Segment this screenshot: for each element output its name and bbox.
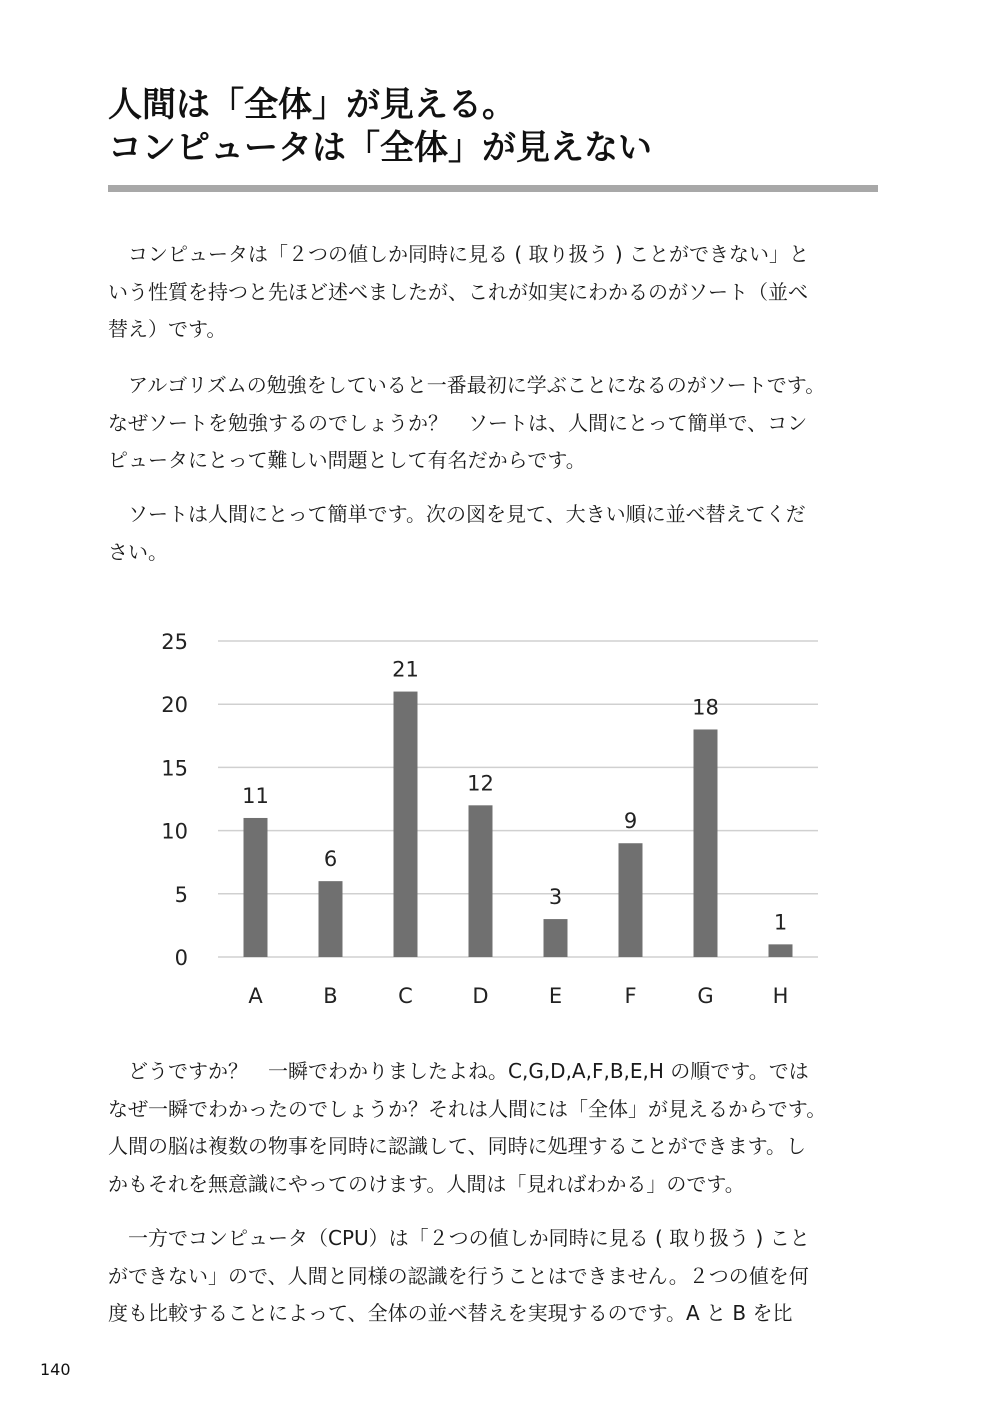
bar-D <box>469 805 493 957</box>
y-tick-label: 25 <box>161 630 188 654</box>
text-line: ソートは人間にとって簡単です。次の図を見て、大きい順に並べ替えてくだ <box>108 502 806 526</box>
paragraph-2 <box>108 367 898 480</box>
data-label: 3 <box>548 885 563 910</box>
x-tick-label: E <box>548 984 563 1008</box>
data-label: 6 <box>323 847 338 872</box>
bar-F <box>619 843 643 957</box>
page-title <box>108 84 888 170</box>
text-line: アルゴリズムの勉強をしていると一番最初に学ぶことになるのがソートです。 <box>108 373 826 397</box>
data-label: 18 <box>692 695 719 720</box>
paragraph-5 <box>108 1220 898 1333</box>
paragraph-1 <box>108 236 898 349</box>
text-line: 替え）です。 <box>108 317 227 341</box>
x-tick-label: B <box>323 984 338 1008</box>
x-tick-label: D <box>472 984 489 1008</box>
text-line: ができない」ので、人間と同様の認識を行うことはできません。２つの値を何 <box>108 1263 809 1288</box>
y-tick-label: 15 <box>161 756 188 781</box>
text-line: 一方でコンピュータ（CPU）は「２つの値しか同時に見る ( 取り扱う ) こと <box>108 1226 810 1250</box>
y-tick-label: 20 <box>161 693 188 718</box>
bar-E <box>544 919 568 957</box>
text-line: 度も比較することによって、全体の並べ替えを実現するのです。A と B を比 <box>108 1301 793 1325</box>
data-label: 21 <box>392 657 419 682</box>
bar-C <box>394 692 418 957</box>
x-tick-label: F <box>624 984 637 1008</box>
text-line: さい。 <box>108 539 168 564</box>
x-tick-label: A <box>248 984 263 1008</box>
x-tick-label: H <box>772 984 789 1008</box>
title-line-2: コンピュータは「全体」が見えない <box>108 128 652 168</box>
title-divider <box>108 185 878 192</box>
bar-A <box>244 818 268 957</box>
data-label: 12 <box>467 771 494 796</box>
x-tick-label: G <box>697 984 714 1008</box>
bar-chart <box>140 620 840 1020</box>
paragraph-3 <box>108 496 898 571</box>
bar-G <box>694 729 718 957</box>
y-tick-label: 0 <box>174 946 188 970</box>
y-tick-label: 10 <box>161 819 188 844</box>
title-line-1: 人間は「全体」が見える。 <box>108 85 516 125</box>
text-line: どうですか？ 一瞬でわかりましたよね。C,G,D,A,F,B,E,H の順です。では <box>108 1059 809 1083</box>
page-number: 140 <box>40 1360 71 1379</box>
data-label: 11 <box>242 783 269 808</box>
x-tick-label: C <box>398 984 413 1008</box>
data-label: 9 <box>623 809 638 834</box>
bar-H <box>769 944 793 957</box>
text-line: なぜ一瞬でわかったのでしょうか？それは人間には「全体」が見えるからです。 <box>108 1096 827 1121</box>
data-label: 1 <box>773 910 788 935</box>
text-line: コンピュータは「２つの値しか同時に見る ( 取り扱う ) ことができない」と <box>108 242 810 266</box>
paragraph-4 <box>108 1053 898 1203</box>
text-line: ピュータにとって難しい問題として有名だからです。 <box>108 448 586 472</box>
text-line: なぜソートを勉強するのでしょうか？ ソートは、人間にとって簡単で、コン <box>108 410 808 435</box>
bar-chart-svg <box>140 620 840 1020</box>
y-tick-label: 5 <box>174 882 188 907</box>
bar-B <box>319 881 343 957</box>
text-line: いう性質を持つと先ほど述べましたが、これが如実にわかるのがソート（並べ <box>108 279 808 304</box>
text-line: 人間の脳は複数の物事を同時に認識して、同時に処理することができます。し <box>108 1134 806 1158</box>
text-line: かもそれを無意識にやってのけます。人間は「見ればわかる」のです。 <box>108 1171 745 1196</box>
